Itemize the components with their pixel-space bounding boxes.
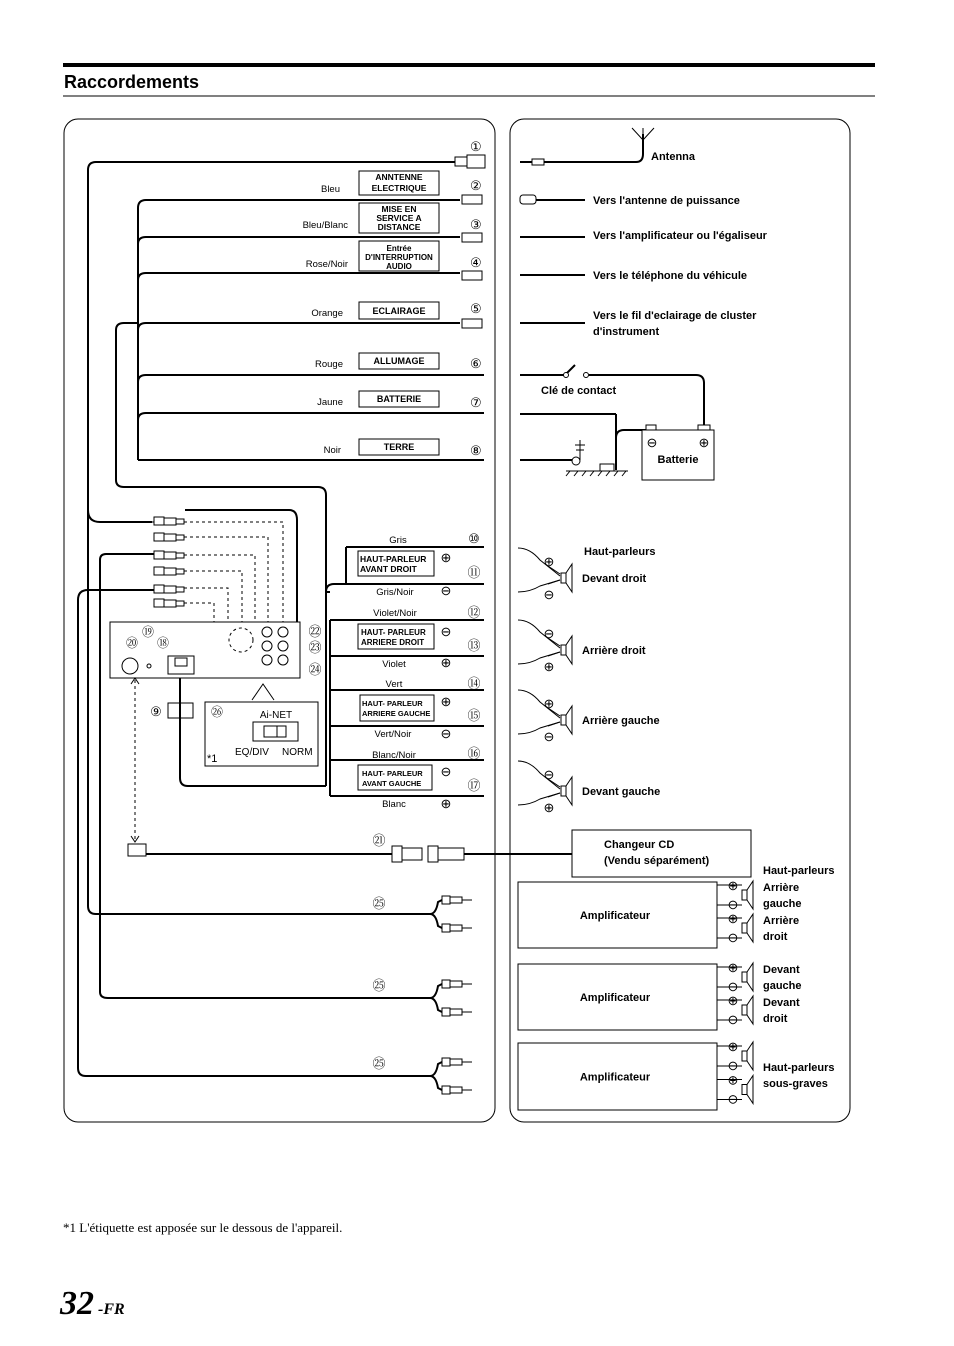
svg-text:Entrée: Entrée: [386, 244, 412, 253]
polarity-sign: ⊕: [727, 878, 739, 893]
rca-output-pair: [430, 1058, 472, 1094]
polarity-sign: ⊖: [543, 729, 555, 744]
speaker-position-label: Devant gauche: [582, 786, 661, 798]
dest-label: Vers l'amplificateur ou l'égaliseur: [593, 230, 767, 242]
wire-number: ⑰: [467, 778, 481, 793]
polarity-sign: ⊖: [727, 1091, 739, 1107]
amplifier: [518, 1039, 835, 1110]
wire-number: ③: [470, 217, 482, 232]
polarity-sign: ⊕: [727, 1039, 739, 1054]
svg-text:ARRIERE DROIT: ARRIERE DROIT: [361, 638, 425, 647]
num-9: ⑨: [150, 704, 162, 719]
amplifier: [518, 960, 802, 1030]
rca-pair-2: [154, 551, 184, 575]
polarity-sign: ⊕: [727, 1072, 739, 1088]
speaker-icon: [561, 706, 572, 734]
amp-speaker-label: Arrière: [763, 882, 800, 894]
ignition-key-label: Clé de contact: [541, 385, 617, 397]
svg-text:AUDIO: AUDIO: [386, 262, 412, 271]
wire-number: ⑫: [467, 605, 481, 620]
polarity-sign: ⊖: [543, 587, 555, 602]
rca-pair-1: [152, 517, 184, 541]
wire-number: ⑯: [467, 746, 481, 761]
svg-text:d'instrument: d'instrument: [593, 326, 660, 338]
dest-antenna: Antenna: [651, 151, 695, 163]
wire-color: Bleu: [320, 184, 340, 195]
footnote: *1 L'étiquette est apposée sur le dessous de l'appareil.: [63, 1220, 343, 1235]
speaker-group-rear-right: [330, 605, 484, 670]
ainet-label: Ai-NET: [259, 710, 293, 721]
speaker-icon: [742, 996, 753, 1024]
wire-color: Blanc: [382, 799, 406, 810]
car-speaker: [518, 761, 660, 815]
rca-pair-3: [154, 585, 184, 607]
svg-text:ELECTRIQUE: ELECTRIQUE: [371, 183, 427, 193]
svg-text:HAUT- PARLEUR: HAUT- PARLEUR: [362, 699, 423, 708]
rca-output-pair: [430, 980, 472, 1016]
wire-color: Vert: [385, 679, 403, 690]
plus-sign: ⊕: [440, 796, 452, 811]
minus-sign: ⊖: [440, 764, 452, 779]
polarity-sign: ⊖: [543, 767, 555, 782]
wire-color: Blanc/Noir: [372, 750, 416, 761]
polarity-sign: ⊕: [543, 554, 555, 569]
svg-text:HAUT- PARLEUR: HAUT- PARLEUR: [362, 769, 423, 778]
speaker-group-front-right: [346, 531, 484, 598]
num-25: ㉕: [372, 1056, 386, 1071]
wire-color: Violet: [382, 659, 406, 670]
minus-sign: ⊖: [440, 726, 452, 741]
wire-number: ⑩: [468, 531, 480, 546]
speaker-icon: [742, 1076, 753, 1104]
wire-color: Rose/Noir: [305, 259, 348, 270]
svg-text:AVANT DROIT: AVANT DROIT: [360, 564, 417, 574]
wire-number: ⑭: [467, 676, 481, 691]
amp-speaker-label: gauche: [763, 898, 802, 910]
num-23: ㉓: [308, 640, 322, 655]
wire-label: BATTERIE: [376, 394, 422, 404]
wire-number: ⑮: [467, 708, 481, 723]
svg-text:ARRIERE GAUCHE: ARRIERE GAUCHE: [362, 709, 431, 718]
wire-number: ⑤: [470, 301, 482, 316]
amp-speaker-label: droit: [763, 931, 788, 943]
wire-color: Vert/Noir: [374, 729, 412, 740]
amp-speakers-header: Haut-parleurs: [763, 865, 835, 877]
speaker-icon: [561, 564, 572, 592]
cd-changer-box: [572, 830, 751, 877]
num-18: ⑱: [156, 636, 170, 650]
battery-minus: ⊖: [646, 435, 658, 450]
num-25: ㉕: [372, 978, 386, 993]
amplifier-label: Amplificateur: [579, 992, 651, 1004]
amp-speaker-label: gauche: [763, 980, 802, 992]
plus-sign: ⊕: [440, 655, 452, 670]
speakers-header: Haut-parleurs: [584, 546, 656, 558]
polarity-sign: ⊕: [727, 993, 739, 1008]
num-22: ㉒: [308, 624, 322, 639]
svg-text:AVANT GAUCHE: AVANT GAUCHE: [362, 779, 422, 788]
amp-speaker-label: Haut-parleurs: [763, 1062, 835, 1074]
speaker-icon: [742, 1042, 753, 1070]
svg-text:SERVICE A: SERVICE A: [376, 213, 422, 223]
svg-text:ANNTENNE: ANNTENNE: [375, 172, 423, 182]
polarity-sign: ⊕: [727, 960, 739, 975]
num-19: ⑲: [141, 625, 155, 639]
speaker-icon: [742, 963, 753, 991]
num-21: ㉑: [372, 833, 386, 848]
wire-color: Gris/Noir: [376, 587, 414, 598]
minus-sign: ⊖: [440, 624, 452, 639]
wire-number: ②: [470, 178, 482, 193]
wire-color: Violet/Noir: [373, 608, 417, 619]
polarity-sign: ⊖: [727, 1058, 739, 1073]
wire-label: ALLUMAGE: [373, 356, 425, 366]
wire-number: ⑬: [467, 638, 481, 653]
wire-number: ⑪: [467, 565, 481, 580]
speaker-icon: [742, 881, 753, 909]
amp-speaker-label: Devant: [763, 997, 800, 1009]
wire-number: ⑥: [470, 356, 482, 371]
wire-color: Rouge: [315, 359, 343, 370]
svg-text:D'INTERRUPTION: D'INTERRUPTION: [365, 253, 433, 262]
polarity-sign: ⊖: [727, 897, 739, 912]
plus-sign: ⊕: [440, 694, 452, 709]
amp-speaker-label: Devant: [763, 964, 800, 976]
amp-speaker-label: sous-graves: [763, 1078, 828, 1090]
svg-text:MISE EN: MISE EN: [381, 204, 417, 214]
wire-number: ⑧: [470, 443, 482, 458]
speaker-position-label: Arrière droit: [582, 645, 646, 657]
polarity-sign: ⊖: [727, 1012, 739, 1027]
page-number: 32: [60, 1285, 94, 1322]
battery-plus: ⊕: [698, 435, 710, 450]
polarity-sign: ⊖: [727, 979, 739, 994]
num-24: ㉔: [308, 662, 322, 677]
amplifier-label: Amplificateur: [579, 1071, 651, 1084]
wire-color: Jaune: [317, 397, 343, 408]
battery-label: Batterie: [657, 454, 699, 466]
wire-label: TERRE: [383, 442, 415, 452]
plus-sign: ⊕: [440, 550, 452, 565]
speaker-icon: [561, 636, 572, 664]
norm-label: NORM: [282, 747, 313, 758]
amp-speaker-label: Arrière: [763, 915, 800, 927]
page-title: Raccordements: [64, 72, 200, 92]
car-speaker: [518, 690, 660, 744]
polarity-sign: ⊕: [727, 911, 739, 926]
car-speaker: [518, 620, 646, 674]
svg-text:HAUT-PARLEUR: HAUT-PARLEUR: [360, 554, 427, 564]
amplifier: [518, 878, 802, 948]
wire-color: Orange: [311, 308, 343, 319]
svg-text:Vers le fil d'eclairage de clu: Vers le fil d'eclairage de cluster: [593, 310, 757, 322]
minus-sign: ⊖: [440, 583, 452, 598]
dest-label: Vers le téléphone du véhicule: [593, 270, 748, 282]
cd-changer-sub: (Vendu séparément): [604, 855, 710, 867]
eqdiv-label: EQ/DIV: [235, 747, 269, 758]
num-20: ⑳: [125, 636, 139, 650]
wire-color: Bleu/Blanc: [302, 220, 348, 231]
polarity-sign: ⊕: [543, 659, 555, 674]
svg-text:HAUT- PARLEUR: HAUT- PARLEUR: [361, 628, 426, 637]
speaker-icon: [742, 914, 753, 942]
wire-color: Noir: [323, 445, 341, 456]
rca-output-pair: [430, 896, 472, 932]
amp-speaker-label: droit: [763, 1013, 788, 1025]
polarity-sign: ⊕: [543, 800, 555, 815]
cd-changer-label: Changeur CD: [604, 839, 675, 851]
polarity-sign: ⊖: [727, 930, 739, 945]
num-25: ㉕: [372, 896, 386, 911]
amplifier-label: Amplificateur: [579, 910, 651, 922]
speaker-position-label: Devant droit: [582, 573, 647, 585]
speaker-position-label: Arrière gauche: [582, 715, 660, 727]
wire-number: ⑦: [470, 395, 482, 410]
wire-color: Gris: [389, 535, 407, 546]
footnote-mark: *1: [207, 753, 218, 765]
num-26: ㉖: [210, 705, 224, 719]
wire-number: ④: [470, 255, 482, 270]
wire-number: ①: [470, 139, 482, 154]
speaker-group-rear-left: [330, 676, 484, 741]
speaker-icon: [561, 777, 572, 805]
page-suffix: -FR: [98, 1301, 125, 1318]
dest-label: Vers l'antenne de puissance: [593, 195, 740, 207]
polarity-sign: ⊕: [543, 696, 555, 711]
polarity-sign: ⊖: [543, 626, 555, 641]
svg-text:DISTANCE: DISTANCE: [377, 222, 421, 232]
wire-label: ECLAIRAGE: [372, 306, 426, 316]
